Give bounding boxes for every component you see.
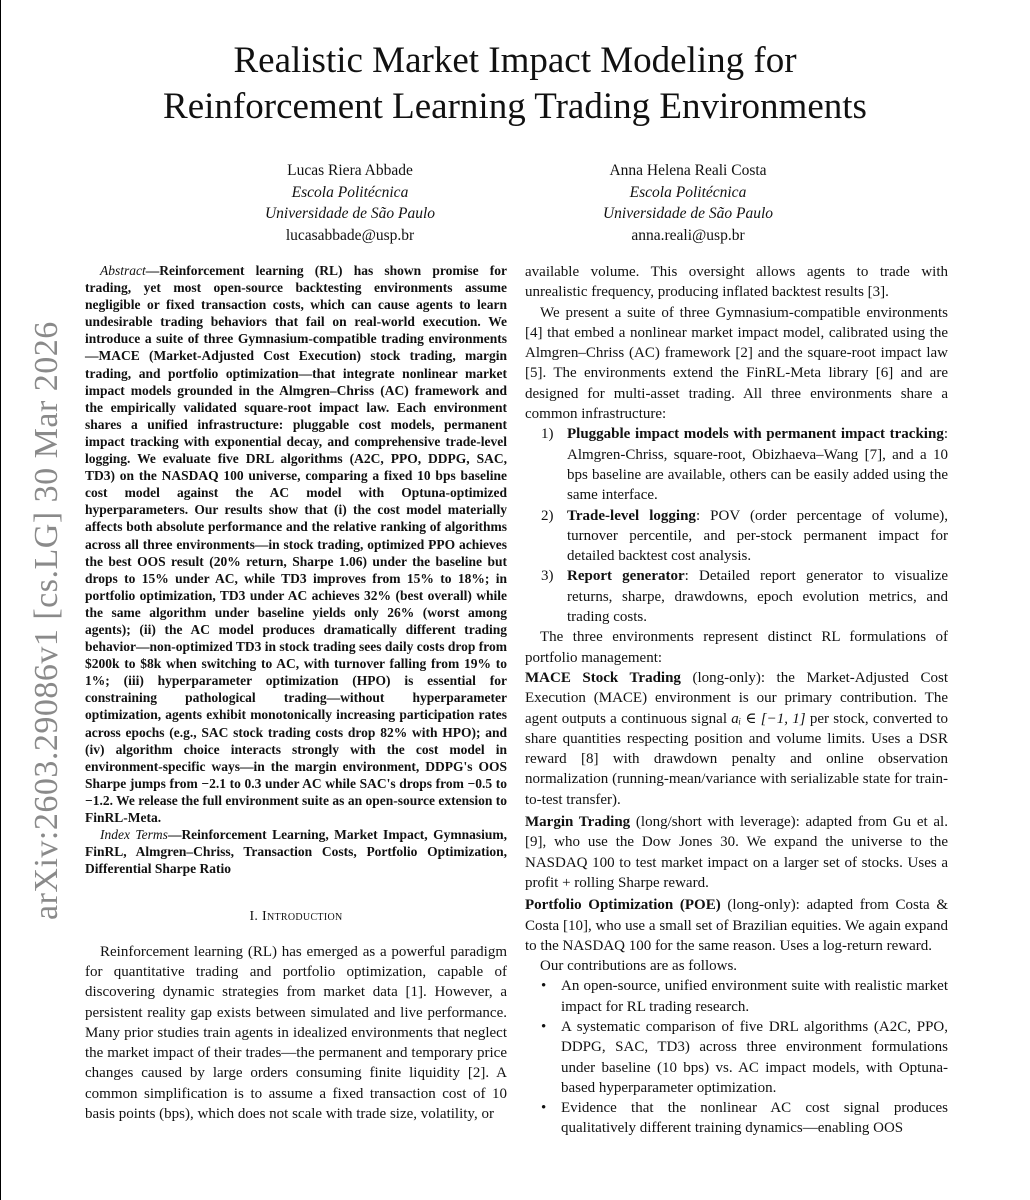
poe-heading: Portfolio Optimization (POE) xyxy=(525,897,721,914)
list-item-text: An open-source, unified environment suite with realistic market impact for RL trading research. xyxy=(561,978,948,1015)
feature-list xyxy=(525,424,948,627)
contributions-list xyxy=(525,976,948,1138)
page-left-border xyxy=(0,0,1,1200)
left-column xyxy=(85,262,507,1124)
paper-title xyxy=(40,38,990,130)
list-item xyxy=(525,1017,948,1098)
arxiv-identifier: arXiv:2603.29086v1 [cs.LG] 30 Mar 2026 xyxy=(28,321,65,920)
title-line-2: Reinforcement Learning Trading Environments xyxy=(163,86,867,127)
abstract-lead: Abstract xyxy=(100,263,146,278)
author-email: lucasabbade@usp.br xyxy=(285,226,415,244)
intro-paragraph-2: We present a suite of three Gymnasium-compatible environments [4] that embed a nonlinear market impact model, calibrated using the Almgren–Chriss (AC) framework [2] and the square-root impact law [5]. The environments extend the FinRL-Meta library [6] and are designed for multi-asset trading. All three environments share a common infrastructure: xyxy=(525,304,948,423)
list-item-text: : POV (order percentage of volume), turnover percentile, and per-stock permanent impact for detailed backtest cost analysis. xyxy=(567,507,948,565)
bullet-icon: • xyxy=(541,978,547,995)
author-email: anna.reali@usp.br xyxy=(631,226,745,244)
list-item xyxy=(525,424,948,505)
section-heading-introduction xyxy=(85,907,507,927)
list-item xyxy=(525,976,948,1017)
bullet-icon: • xyxy=(541,1018,547,1035)
intro-paragraph-1: Reinforcement learning (RL) has emerged as a powerful paradigm for quantitative trading and portfolio optimization, capable of discovering dynamic strategies from market data [1]. However, a persistent reality gap exists between simulated and live performance. Many prior studies train agents in idealized environments that neglect the market impact of their trades—the permanent and temporary price changes caused by large orders consuming finite liquidity [2]. A common simplification is to assume a fixed transaction cost of 10 basis points (bps), which does not scale with trade size, volatility, or xyxy=(85,943,507,1123)
list-item xyxy=(525,566,948,627)
list-item-number: 1) xyxy=(541,426,554,443)
list-item-text: : Detailed report generator to visualize returns, sharpe, drawdowns, epoch evolution metrics, and trading costs. xyxy=(567,568,948,626)
intro-paragraph-3: The three environments represent distinct RL formulations of portfolio management: xyxy=(525,629,948,666)
list-item-text: A systematic comparison of five DRL algorithms (A2C, PPO, DDPG, SAC, TD3) across three environment formulations under baseline (10 bps) vs. AC impact models, with Optuna-based hyperparameter optimization. xyxy=(561,1018,948,1096)
mace-heading: MACE Stock Trading xyxy=(525,669,681,686)
contributions-intro: Our contributions are as follows. xyxy=(540,958,738,975)
author-name: Anna Helena Reali Costa xyxy=(609,162,767,179)
right-column xyxy=(525,262,948,1139)
list-item-number: 2) xyxy=(541,507,554,524)
abstract-body: —Reinforcement learning (RL) has shown promise for trading, yet most open-source backtesting environments assume negligible or fixed transaction costs, which can cause agents to learn undesirable trading behaviors that fail on real-world execution. We introduce a suite of three Gymnasium-compatible trading environments—MACE (Market-Adjusted Cost Execution) stock trading, margin trading, and portfolio optimization—that integrate nonlinear market impact models grounded in the Almgren–Chriss (AC) framework and the empirically validated square-root impact law. Each environment shares a unified infrastructure: pluggable cost models, permanent impact tracking with exponential decay, and comprehensive trade-level logging. We evaluate five DRL algorithms (A2C, PPO, DDPG, SAC, TD3) on the NASDAQ 100 universe, comparing a fixed 10 bps baseline cost model against the AC model with Optuna-optimized hyperparameters. Our results show that (i) the cost model materially affects both absolute performance and the relative ranking of algorithms across all three environments—in stock trading, optimized PPO achieves the best OOS result (20% return, Sharpe 1.06) under the baseline but drops to 15% under AC, while TD3 improves from 15% to 18%; in portfolio optimization, TD3 under AC achieves 32% (best overall) while the same algorithm under baseline yields only 26% (worst among agents); (ii) the AC model produces dramatically different trading behavior—non-optimized TD3 in stock trading sees daily costs drop from $200k to $8k when switching to AC, with turnover falling from 19% to 1%; (iii) hyperparameter optimization (HPO) is essential for constraining pathological trading—without hyperparameter optimization, agents exhibit monotonically increasing participation rates across epochs (e.g., SAC stock trading costs drop 82% with HPO); and (iv) algorithm choice interacts strongly with the cost model in environment-specific ways—in the margin environment, DDPG's OOS Sharpe jumps from −2.1 to 0.3 under AC while SAC's drops from −0.5 to −1.2. We release the full environment suite as an open-source extension to FinRL-Meta. xyxy=(85,263,507,825)
author-university: Universidade de São Paulo xyxy=(602,205,774,222)
author-block-1 xyxy=(200,160,500,246)
list-item-text: : Almgren-Chriss, square-root, Obizhaeva–Wang [7], and a 10 bps baseline are available, others can be easily added using the same interface. xyxy=(567,426,948,504)
margin-text: (long/short with leverage): adapted from Gu et al. [9], who use the Dow Jones 30. We expand the universe to the NASDAQ 100 to test market impact on a larger set of stocks. Uses a profit + rolling Sharpe reward. xyxy=(525,814,948,891)
title-line-1: Realistic Market Impact Modeling for xyxy=(233,40,797,81)
list-item-heading: Report generator xyxy=(567,568,685,585)
mace-math: aᵢ ∈ [−1, 1] xyxy=(731,710,806,727)
list-item-text: Evidence that the nonlinear AC cost signal produces qualitatively different training dynamics—enabling OOS xyxy=(561,1100,948,1137)
margin-heading: Margin Trading xyxy=(525,814,631,831)
section-title: Introduction xyxy=(262,909,343,925)
mace-paragraph xyxy=(525,668,948,810)
poe-text: (long-only): adapted from Costa & Costa [10], who use a small set of Brazilian equities. We again expand to the NASDAQ 100 for the same reason. Uses a log-return reward. xyxy=(525,897,949,954)
list-item xyxy=(525,1098,948,1139)
index-terms xyxy=(85,826,507,877)
mace-text-a: (long-only): the Market-Adjusted Cost Execution (MACE) environment is our primary contribution. The agent outputs a continuous signal xyxy=(525,669,949,727)
author-school: Escola Politécnica xyxy=(291,183,409,201)
index-terms-lead: Index Terms xyxy=(100,827,168,843)
mace-text-b: per stock, converted to share quantities respecting position and volume limits. Uses a DSR reward [8] with drawdown penalty and online observation normalization (running-mean/variance with serializable state for train-to-test transfer). xyxy=(525,710,948,808)
index-terms-body: —Reinforcement Learning, Market Impact, Gymnasium, FinRL, Almgren–Chriss, Transaction Costs, Portfolio Optimization, Differential Sharpe Ratio xyxy=(85,827,507,877)
author-school: Escola Politécnica xyxy=(629,183,747,201)
author-block-2 xyxy=(538,160,838,246)
list-item-number: 3) xyxy=(541,568,554,585)
margin-paragraph xyxy=(525,812,948,893)
list-item xyxy=(525,506,948,567)
list-item-heading: Pluggable impact models with permanent impact tracking xyxy=(567,426,944,443)
poe-paragraph xyxy=(525,895,948,956)
intro-paragraph-continued: available volume. This oversight allows agents to trade with unrealistic frequency, producing inflated backtest results [3]. xyxy=(525,264,948,301)
bullet-icon: • xyxy=(541,1100,547,1117)
author-university: Universidade de São Paulo xyxy=(264,205,436,222)
author-name: Lucas Riera Abbade xyxy=(287,162,413,179)
abstract xyxy=(85,262,507,826)
section-numeral: I. xyxy=(249,909,263,925)
list-item-heading: Trade-level logging xyxy=(567,507,696,524)
